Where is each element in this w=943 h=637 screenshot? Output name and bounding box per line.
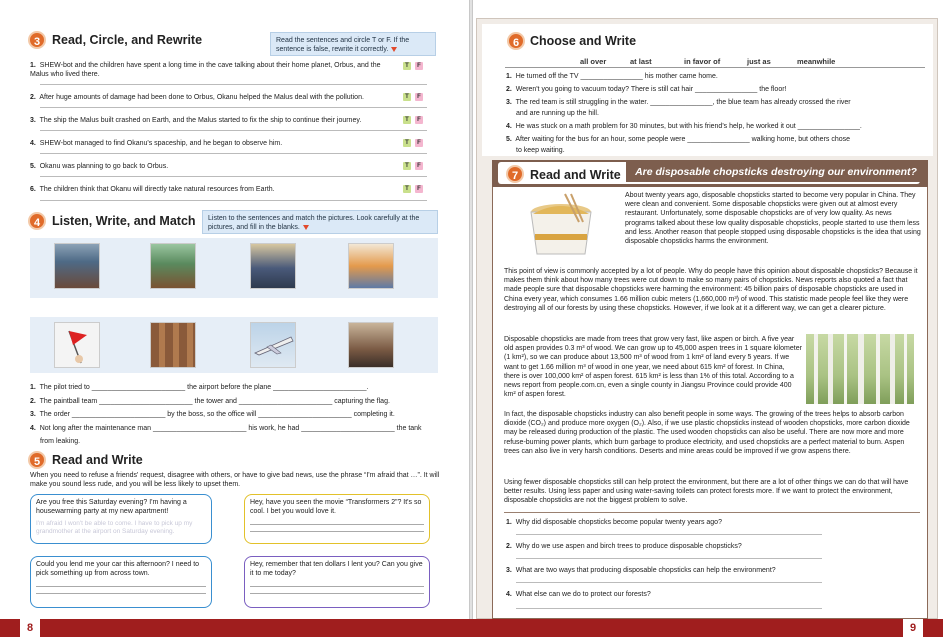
question-number: 3. [506, 567, 512, 574]
answer-line[interactable] [250, 524, 424, 525]
s6-item-2 [506, 85, 926, 94]
answer-line[interactable] [40, 176, 427, 177]
section-5-title: Read and Write [52, 453, 143, 467]
false-option[interactable]: F [415, 116, 423, 124]
answer-line[interactable] [40, 107, 427, 108]
s3-item-2: 2. After huge amounts of damage had been done to Orbus, Okanu helped the Malus deal with the pollution. [30, 94, 364, 101]
item-number: 1. [506, 73, 512, 80]
bubble-text: Hey, remember that ten dollars I lent you? Can you give it to me today? [250, 561, 423, 577]
s6-item-text: He turned off the TV ________________ his mother came home. [515, 73, 718, 80]
red-flag-icon [55, 323, 99, 367]
s3-item-text: After huge amounts of damage had been done to Orbus, Okanu helped the Malus deal with the pollution. [39, 94, 364, 101]
word-bank-underline [505, 67, 925, 68]
item-number: 4. [506, 123, 512, 130]
true-option[interactable]: T [403, 162, 411, 170]
s4-item-text: Not long after the maintenance man ________________________ his work, he had ________________________ the tank [39, 425, 422, 432]
false-option[interactable]: F [415, 139, 423, 147]
question-number: 4. [506, 591, 512, 598]
section-7-title: Read and Write [530, 168, 621, 182]
s3-item-text: SHEW-bot and the children have spent a long time in the cave talking about their home planet, Orbus, and the Malus who lived there. [30, 62, 381, 78]
s4-item-text: The order ________________________ by the boss, so the office will ________________________ completing it. [39, 411, 395, 418]
page-footer [0, 619, 943, 637]
question-number: 2. [506, 543, 512, 550]
article-paragraph-3: Disposable chopsticks are made from trees that grow very fast, like aspen or birch. A five year old aspen provides 0.3 m³ of wood. We can grow up to 45,000 aspen trees in 1 square kilometer (1 km²), so we can produce about 13,500 m³ of wood from 1 km² of land every 5 years. If we want to get 1.66 million m³ of wood in one year, we need about 615 km² of forest. In China, there is over 100,000 km² of aspen forest. 615 km² is less than 1% of this total. According to a news report from people.com.cn, even a single county in Jiangsu Province could provide 400 km² of aspen forest. [504, 336, 802, 399]
word-bank-item: at last [630, 57, 652, 66]
true-option[interactable]: T [403, 139, 411, 147]
boss-picture[interactable] [348, 322, 394, 368]
item-number: 5. [506, 136, 512, 143]
item-number: 3. [506, 99, 512, 106]
question-number: 1. [506, 519, 512, 526]
s4-item-text: The paintball team ________________________ the tower and ________________________ capturing the flag. [39, 398, 390, 405]
s4-item-2: 2. The paintball team ________________________ the tower and ________________________ capturing the flag. [30, 398, 390, 405]
s4-item-text: The pilot tried to ________________________ the airport before the plane ________________________. [39, 384, 369, 391]
section-3-instruction [270, 32, 436, 56]
question-text: What are two ways that producing disposable chopsticks can help the environment? [515, 567, 776, 574]
question-text: Why do we use aspen and birch trees to produce disposable chopsticks? [515, 543, 742, 550]
s6-item-5 [506, 135, 926, 144]
s3-item-1: 1. SHEW-bot and the children have spent a long time in the cave talking about their home planet, Orbus, and the Malus who lived there. [30, 62, 381, 78]
answer-line[interactable] [40, 84, 427, 85]
s7-question-3 [506, 566, 916, 575]
answer-line[interactable] [516, 582, 822, 583]
answer-line[interactable] [516, 608, 822, 609]
book-spine [469, 0, 473, 637]
word-bank-item: meanwhile [797, 57, 836, 66]
page-number-left: 8 [20, 619, 40, 637]
arrow-down-icon [303, 225, 309, 230]
s3-item-3: 3. The ship the Malus built crashed on Earth, and the Malus started to fix the ship to continue their journey. [30, 117, 362, 124]
answer-line[interactable] [36, 593, 206, 594]
article-paragraph-1: About twenty years ago, disposable chopsticks started to become very popular in China. They were clean and convenient. Some disposable chopsticks were given out at almost every restaurant. Unfortunately, some disposable chopsticks are of very low quality. As news programs talked about these low quality disposable chopsticks, people started to use them less and less. Another reason that people stopped using disposable chopsticks is the idea that using disposable chopsticks harms the environment. [625, 192, 921, 246]
tower-picture[interactable] [150, 243, 196, 289]
false-option[interactable]: F [415, 93, 423, 101]
s4-item-4-cont: from leaking. [40, 438, 81, 445]
section-5-badge: 5 [28, 451, 46, 469]
s4-item-4: 4. Not long after the maintenance man ________________________ his work, he had ________________________ the tank [30, 425, 422, 432]
office-picture[interactable] [250, 243, 296, 289]
s3-item-text: The ship the Malus built crashed on Earth, and the Malus started to fix the ship to continue their journey. [39, 117, 362, 124]
word-bank-item: all over [580, 57, 607, 66]
answer-line[interactable] [40, 153, 427, 154]
page-number-right: 9 [903, 619, 923, 637]
true-option[interactable]: T [403, 116, 411, 124]
s4-item-1: 1. The pilot tried to ________________________ the airport before the plane ________________________. [30, 384, 369, 391]
answer-line[interactable] [250, 586, 424, 587]
tank-picture[interactable] [150, 322, 196, 368]
article-headline: Are disposable chopsticks destroying our environment? [626, 162, 926, 182]
answer-line[interactable] [40, 130, 427, 131]
s3-item-5: 5. Okanu was planning to go back to Orbus. [30, 163, 169, 170]
flag-picture[interactable] [54, 322, 100, 368]
answer-line[interactable] [516, 558, 822, 559]
true-option[interactable]: T [403, 93, 411, 101]
s3-item-text: The children think that Okanu will directly take natural resources from Earth. [39, 186, 275, 193]
instruction-text: Read the sentences and circle T or F. If the sentence is false, rewrite it correctly. [276, 37, 410, 53]
true-option[interactable]: T [403, 185, 411, 193]
airplane-icon [251, 323, 295, 367]
question-text: What else can we do to protect our forests? [515, 591, 651, 598]
s3-item-text: SHEW-bot managed to find Okanu's spaceship, and he began to observe him. [39, 140, 283, 147]
airplane-picture[interactable] [250, 322, 296, 368]
s3-item-4: 4. SHEW-bot managed to find Okanu's spaceship, and he began to observe him. [30, 140, 283, 147]
s6-item-3-cont: and are running up the hill. [516, 110, 599, 117]
section-6-title: Choose and Write [530, 34, 637, 48]
instant-noodles-picture [505, 192, 617, 262]
s7-question-2 [506, 542, 916, 551]
section-4-badge: 4 [28, 212, 46, 230]
noodle-cup-icon [505, 192, 617, 262]
birch-trees-icon [806, 334, 914, 404]
s6-item-5-cont: to keep waiting. [516, 147, 565, 154]
s6-item-1 [506, 72, 926, 81]
s7-question-4 [506, 590, 916, 599]
answer-line[interactable] [516, 534, 822, 535]
s3-item-6: 6. The children think that Okanu will directly take natural resources from Earth. [30, 186, 275, 193]
speech-bubble-1 [30, 494, 212, 544]
maintenance-man-picture[interactable] [348, 243, 394, 289]
s6-item-text: After waiting for the bus for an hour, some people were ________________ walking home, but others chose [515, 136, 851, 143]
aspen-forest-picture [806, 334, 914, 404]
bubble-text: Are you free this Saturday evening? I'm having a housewarming party at my new apartment! [36, 499, 187, 515]
section-3-badge: 3 [28, 31, 46, 49]
section-4-instruction [202, 210, 438, 234]
speech-bubble-3 [30, 556, 212, 608]
s4-item-3: 3. The order ________________________ by the boss, so the office will ________________________ completing it. [30, 411, 395, 418]
false-option[interactable]: F [415, 62, 423, 70]
speech-bubble-2 [244, 494, 430, 544]
bubble-text: Hey, have you seen the movie “Transformers 2”? It's so cool. I bet you would love it. [250, 499, 422, 515]
section-4-title: Listen, Write, and Match [52, 214, 196, 228]
sample-answer: I'm afraid I won't be able to come. I have to pick up my grandmother at the airport on Saturday evening. [36, 520, 193, 535]
article-paragraph-4: In fact, the disposable chopsticks industry can also benefit people in some ways. The growing of the trees helps to absorb carbon dioxide (CO₂) and produce more oxygen (O₂). Also, if we use plastic chopsticks instead of wooden chopsticks, more carbon dioxide may be released during production of the plastic. The used wooden chopsticks can also be useful. There are now more and more refuse-burning power plants, which burn garbage to produce electricity, and used chopsticks are a perfect material to burn. Aspen trees can also live in very harsh conditions. Deserts and mine areas could be improved if we grow aspens there. [504, 411, 910, 455]
answer-line[interactable] [250, 531, 424, 532]
word-bank-item: just as [747, 57, 771, 66]
s7-question-1 [506, 518, 916, 527]
s6-item-3 [506, 98, 926, 107]
s6-item-text: Weren't you going to vacuum today? There is still cat hair ________________ the floor! [515, 86, 787, 93]
section-6-badge: 6 [507, 32, 525, 50]
pilot-picture[interactable] [54, 243, 100, 289]
divider [504, 512, 920, 513]
speech-bubble-4 [244, 556, 430, 608]
section-7-badge: 7 [506, 165, 524, 183]
s6-item-4 [506, 122, 926, 131]
article-paragraph-5: Using fewer disposable chopsticks still can help protect the environment, but there are a lot of other things we can do that will have better results. Using less paper and using water-saving toilets can protect forests more. If we want to protect the environment, disposable chopsticks are not the biggest problem to solve. [504, 479, 909, 505]
answer-line[interactable] [40, 200, 427, 201]
question-text: Why did disposable chopsticks become popular twenty years ago? [515, 519, 722, 526]
section-3-title: Read, Circle, and Rewrite [52, 33, 203, 47]
s3-item-text: Okanu was planning to go back to Orbus. [39, 163, 169, 170]
false-option[interactable]: F [415, 162, 423, 170]
answer-line[interactable] [250, 593, 424, 594]
true-option[interactable]: T [403, 62, 411, 70]
section-5-instruction: When you need to refuse a friends' request, disagree with others, or have to give bad news, use the phrase “I'm afraid that …”. It will make you sound less rude, and you will be less likely to upset them. [30, 472, 440, 488]
item-number: 2. [506, 86, 512, 93]
article-paragraph-2: This point of view is commonly accepted by a lot of people. Why do people have this opinion about disposable chopsticks? Because it makes them think about how many trees were cut down to make so many pairs of chopsticks. News reports also quoted a fact that made people sure that disposable chopsticks were harming the environment: 45 billion pairs of disposable chopsticks are used in China every year, which consumes 1.66 million cubic meters (1,660,000 m³) of wood. This statistic made people feel like they were destroying all of our forests by using these chopsticks. However, if we look at it a different way, we can get a clearer picture. [504, 268, 918, 312]
answer-line[interactable] [36, 586, 206, 587]
word-bank-item: in favor of [684, 57, 721, 66]
bubble-text: Could you lend me your car this afternoon? I need to pick something up from across town. [36, 561, 200, 577]
arrow-down-icon [391, 47, 397, 52]
instruction-text: Listen to the sentences and match the pictures. Look carefully at the pictures, and fill in the blanks. [208, 215, 420, 231]
false-option[interactable]: F [415, 185, 423, 193]
s6-item-text: He was stuck on a math problem for 30 minutes, but with his friend's help, he worked it out ________________. [515, 123, 862, 130]
s6-item-text: The red team is still struggling in the water. ________________, the blue team has already crossed the river [515, 99, 851, 106]
